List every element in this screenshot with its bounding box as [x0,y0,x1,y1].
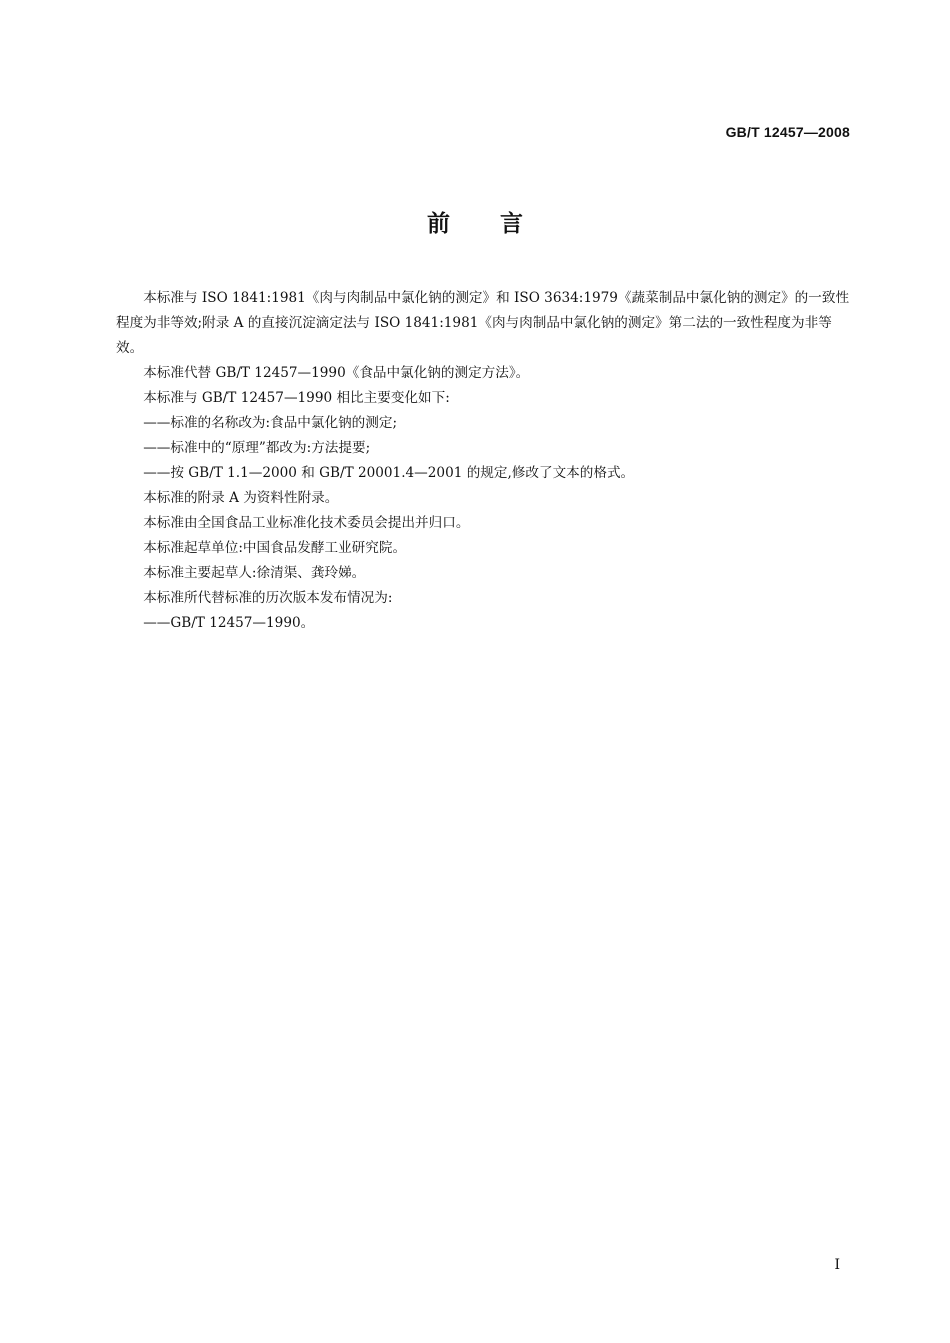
paragraph-drafters: 本标准主要起草人:徐清渠、龚玲娣。 [143,565,366,581]
paragraph-replaces: 本标准代替 GB/T 12457—1990《食品中氯化钠的测定方法》。 [143,365,530,381]
paragraph-proposer: 本标准由全国食品工业标准化技术委员会提出并归口。 [143,515,470,531]
paragraph-drafting-unit: 本标准起草单位:中国食品发酵工业研究院。 [143,540,407,556]
page-title: 前言 [427,211,573,237]
list-item: ——GB/T 12457—1990。 [143,615,315,631]
paragraph-appendix: 本标准的附录 A 为资料性附录。 [143,490,339,506]
paragraph-equivalence: 本标准与 ISO 1841:1981《肉与肉制品中氯化钠的测定》和 ISO 3634:1979《蔬菜制品中氯化钠的测定》的一致性程度为非等效;附录 A 的直接沉淀滴定法与 ISO 1841:1981《肉与肉制品中氯化钠的测定》第二法的一致性程度为非等效。 [116,290,850,356]
paragraph-history-intro: 本标准所代替标准的历次版本发布情况为: [143,590,393,606]
list-item: ——按 GB/T 1.1—2000 和 GB/T 20001.4—2001 的规定,修改了文本的格式。 [143,465,635,481]
standard-number: GB/T 12457—2008 [725,124,850,140]
list-item: ——标准中的“原理”都改为:方法提要; [143,440,371,456]
page-number: I [834,1257,840,1273]
paragraph-changes-intro: 本标准与 GB/T 12457—1990 相比主要变化如下: [143,390,450,406]
list-item: ——标准的名称改为:食品中氯化钠的测定; [143,415,398,431]
foreword-body [116,286,850,636]
